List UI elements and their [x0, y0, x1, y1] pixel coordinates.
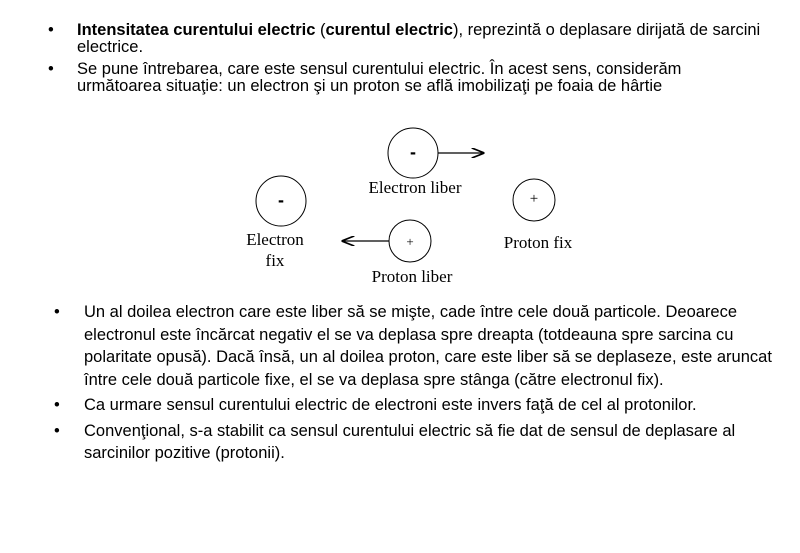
bullet-item-definition — [48, 22, 768, 56]
electron-fix-label-line2: fix — [265, 251, 285, 270]
intro-bullet-list — [48, 22, 768, 100]
bullet-marker: • — [48, 21, 54, 39]
term-intensity: Intensitatea curentului electric — [77, 21, 316, 39]
convention-text: Convenţional, s-a stabilit ca sensul curentului electric să fie dat de sensul de deplasare al sarcinilor pozitive (protonii). — [84, 421, 736, 462]
electron-fix-label — [230, 229, 320, 271]
electron-liber-symbol: - — [410, 142, 416, 162]
explanation-text: Un al doilea electron care este liber să se mişte, cade între cele două particole. Deoarece electronul este încărcat negativ el se va deplasa spre dreapta (totdeauna spre sarcina cu polaritate opusă). Dacă însă, un al doilea proton, care este liber să se deplaseze, este aruncat între cele două particole fixe, el se va deplasa spre stânga (către electronul fix). — [84, 303, 772, 389]
proton-fix-symbol: + — [529, 191, 539, 207]
definition-text-part: ( — [315, 21, 326, 39]
term-current: curentul electric — [325, 21, 453, 39]
bullet-item-convention — [54, 420, 774, 465]
consequence-text: Ca urmare sensul curentului electric de electroni este invers faţă de cel al protonilor. — [84, 396, 697, 414]
bullet-marker: • — [48, 60, 54, 78]
bullet-item-consequence — [54, 394, 774, 417]
definition-text-rest: ), reprezintă o deplasare dirijată de sarcini electrice. — [77, 21, 761, 56]
proton-liber-label: Proton liber — [371, 267, 453, 286]
bullet-marker: • — [54, 303, 60, 321]
proton-liber-symbol: + — [406, 234, 414, 249]
bullet-marker: • — [54, 421, 60, 440]
explanation-bullet-list — [54, 301, 774, 468]
proton-fix-label: Proton fix — [503, 233, 573, 252]
bullet-item-explanation — [54, 301, 774, 391]
electron-fix-label-line1: Electron — [246, 230, 304, 249]
electron-fix-symbol: - — [278, 190, 284, 210]
question-text: Se pune întrebarea, care este sensul curentului electric. În acest sens, considerăm următoarea situaţie: un electron şi un proton se află imobilizaţi pe foaia de hârtie — [77, 60, 682, 95]
bullet-marker: • — [54, 396, 60, 414]
charge-diagram — [0, 120, 800, 300]
electron-liber-label: Electron liber — [368, 178, 462, 197]
bullet-item-question — [48, 61, 768, 95]
